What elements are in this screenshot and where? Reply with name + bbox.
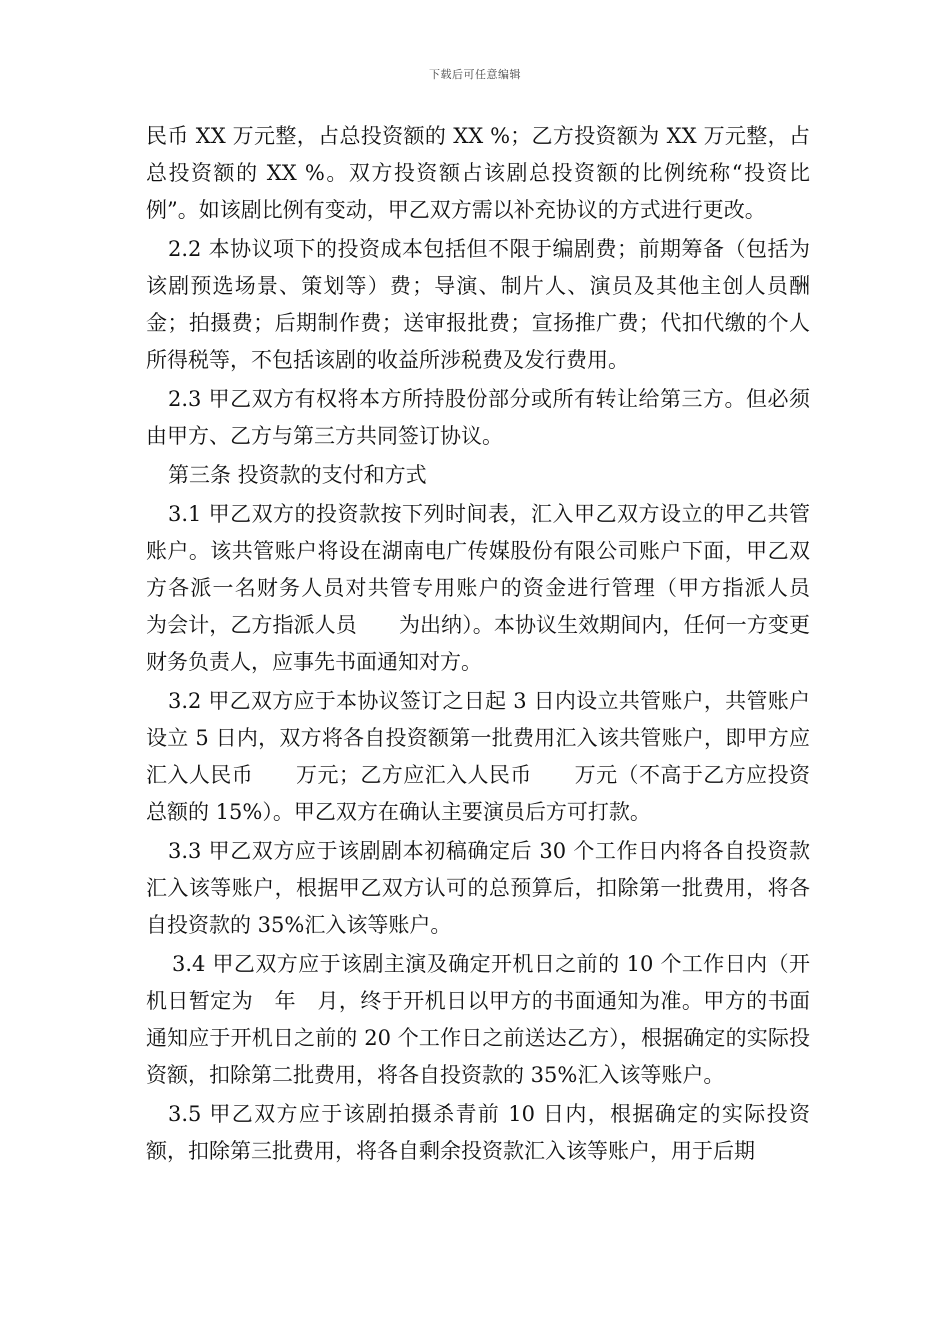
section-heading-article-3: 第三条 投资款的支付和方式 (168, 463, 427, 487)
page-header: 下载后可任意编辑 (429, 68, 521, 81)
paragraph-2-1-continued: 民币 XX 万元整，占总投资额的 XX %；乙方投资额为 XX 万元整，占总投资额的 XX %。双方投资额占该剧总投资额的比例统称“投资比例”。如该剧比例有变动，甲乙双方需以补充协议的方式进行更改。 (146, 124, 810, 222)
paragraph-3-3: 3.3 甲乙双方应于该剧剧本初稿确定后 30 个工作日内将各自投资款汇入该等账户，根据甲乙双方认可的总预算后，扣除第一批费用，将各自投资款的 35%汇入该等账户。 (146, 839, 810, 937)
paragraph-2-3: 2.3 甲乙双方有权将本方所持股份部分或所有转让给第三方。但必须由甲方、乙方与第三方共同签订协议。 (146, 387, 810, 448)
document-body (146, 118, 852, 1170)
paragraph-2-2: 2.2 本协议项下的投资成本包括但不限于编剧费；前期筹备（包括为该剧预选场景、策划等）费；导演、制片人、演员及其他主创人员酬金；拍摄费；后期制作费；送审报批费；宣扬推广费；代扣代缴的个人所得税等，不包括该剧的收益所涉税费及发行费用。 (146, 237, 810, 372)
paragraph-3-2: 3.2 甲乙双方应于本协议签订之日起 3 日内设立共管账户，共管账户设立 5 日内，双方将各自投资额第一批费用汇入该共管账户，即甲方应汇入人民币 万元；乙方应汇入人民币 万元（不高于乙方应投资总额的 15%）。甲乙双方在确认主要演员后方可打款。 (146, 689, 810, 824)
paragraph-3-5: 3.5 甲乙双方应于该剧拍摄杀青前 10 日内，根据确定的实际投资额，扣除第三批费用，将各自剩余投资款汇入该等账户，用于后期 (146, 1102, 810, 1163)
paragraph-3-1: 3.1 甲乙双方的投资款按下列时间表，汇入甲乙双方设立的甲乙共管账户。该共管账户将设在湖南电广传媒股份有限公司账户下面，甲乙双方各派一名财务人员对共管专用账户的资金进行管理（甲方指派人员 为会计，乙方指派人员 为出纳）。本协议生效期间内，任何一方变更财务负责人，应事先书面通知对方。 (146, 502, 852, 674)
paragraph-3-4: 3.4 甲乙双方应于该剧主演及确定开机日之前的 10 个工作日内（开机日暂定为 年 月，终于开机日以甲方的书面通知为准。甲方的书面通知应于开机日之前的 20 个工作日之前送达乙方），根据确定的实际投资额，扣除第二批费用，将各自投资款的 35%汇入该等账户。 (146, 952, 810, 1087)
